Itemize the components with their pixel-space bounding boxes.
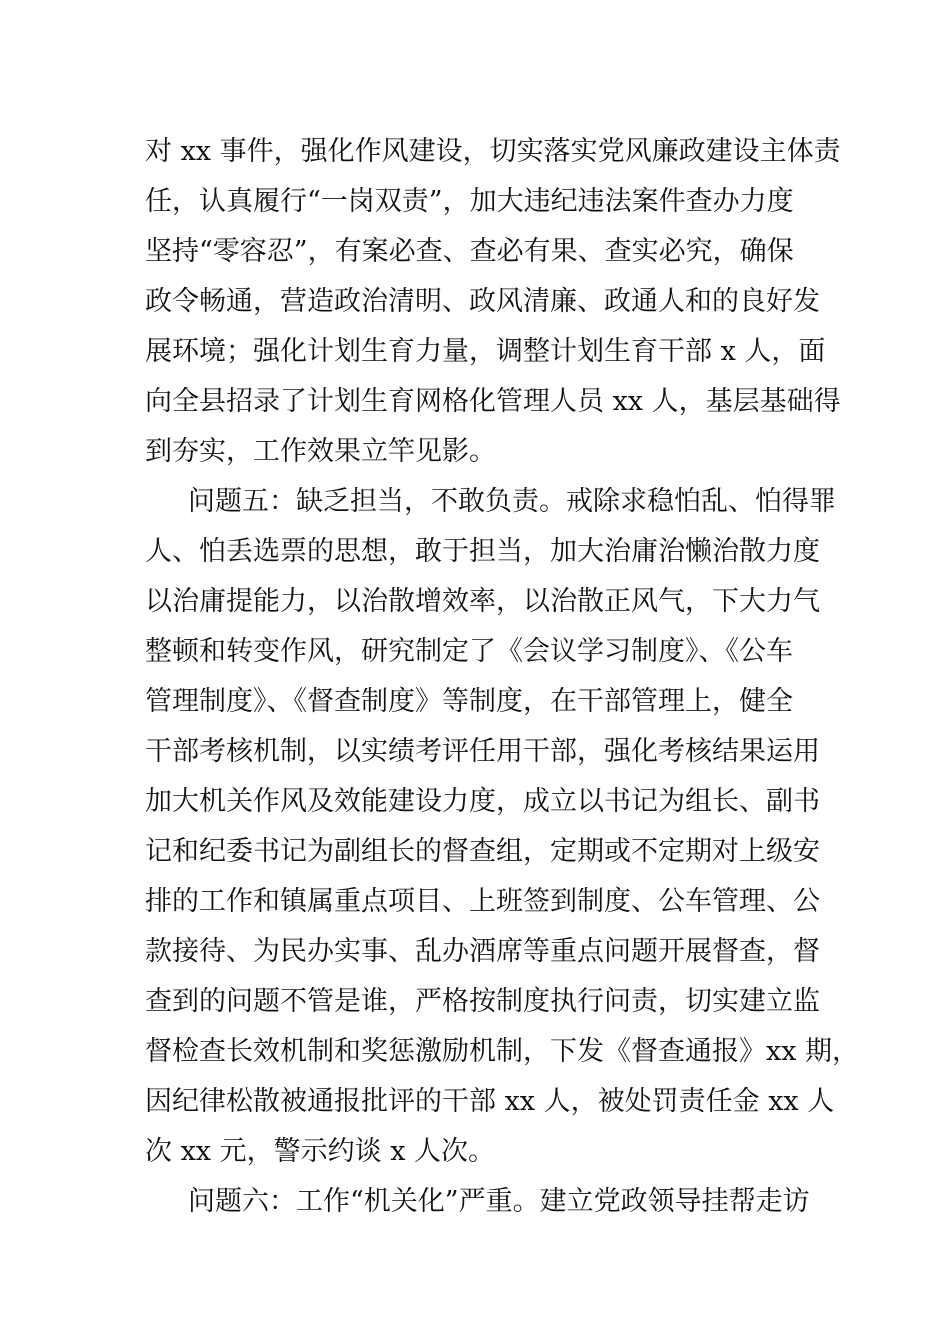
text-line-19: 督检查长效机制和奖惩激励机制，下发《督查通报》xx 期， <box>145 1036 860 1067</box>
text-line-13: 干部考核机制，以实绩考评任用干部，强化考核结果运用 <box>145 736 820 767</box>
text-line-7: 到夯实，工作效果立竿见影。 <box>145 436 496 467</box>
text-line-2: 任，认真履行“一岗双责”，加大违纪违法案件查办力度 <box>145 186 794 217</box>
text-line-17: 款接待、为民办实事、乱办酒席等重点问题开展督查，督 <box>145 936 820 967</box>
text-line-10: 以治庸提能力，以治散增效率，以治散正风气，下大力气 <box>145 586 820 617</box>
text-line-16: 排的工作和镇属重点项目、上班签到制度、公车管理、公 <box>145 886 820 917</box>
text-line-21: 次 xx 元，警示约谈 x 人次。 <box>145 1136 496 1167</box>
text-line-5: 展环境；强化计划生育力量，调整计划生育干部 x 人，面 <box>145 336 826 367</box>
text-line-6: 向全县招录了计划生育网格化管理人员 xx 人，基层基础得 <box>145 386 841 417</box>
text-line-14: 加大机关作风及效能建设力度，成立以书记为组长、副书 <box>145 786 820 817</box>
text-line-20: 因纪律松散被通报批评的干部 xx 人，被处罚责任金 xx 人 <box>145 1086 835 1117</box>
text-line-18: 查到的问题不管是谁，严格按制度执行问责，切实建立监 <box>145 986 820 1017</box>
paragraph-problem-five-start: 问题五：缺乏担当，不敢负责。戒除求稳怕乱、怕得罪 <box>188 486 836 517</box>
text-line-1: 对 xx 事件，强化作风建设，切实落实党风廉政建设主体责 <box>145 136 841 167</box>
text-line-4: 政令畅通，营造政治清明、政风清廉、政通人和的良好发 <box>145 286 820 317</box>
text-line-3: 坚持“零容忍”，有案必查、查必有果、查实必究，确保 <box>145 236 794 267</box>
paragraph-problem-six-start: 问题六：工作“机关化”严重。建立党政领导挂帮走访 <box>188 1186 810 1217</box>
text-line-12: 管理制度》、《督查制度》等制度，在干部管理上，健全 <box>145 686 793 717</box>
text-line-11: 整顿和转变作风，研究制定了《会议学习制度》、《公车 <box>145 636 793 667</box>
text-line-9: 人、怕丢选票的思想，敢于担当，加大治庸治懒治散力度 <box>145 536 820 567</box>
text-line-15: 记和纪委书记为副组长的督查组，定期或不定期对上级安 <box>145 836 820 867</box>
